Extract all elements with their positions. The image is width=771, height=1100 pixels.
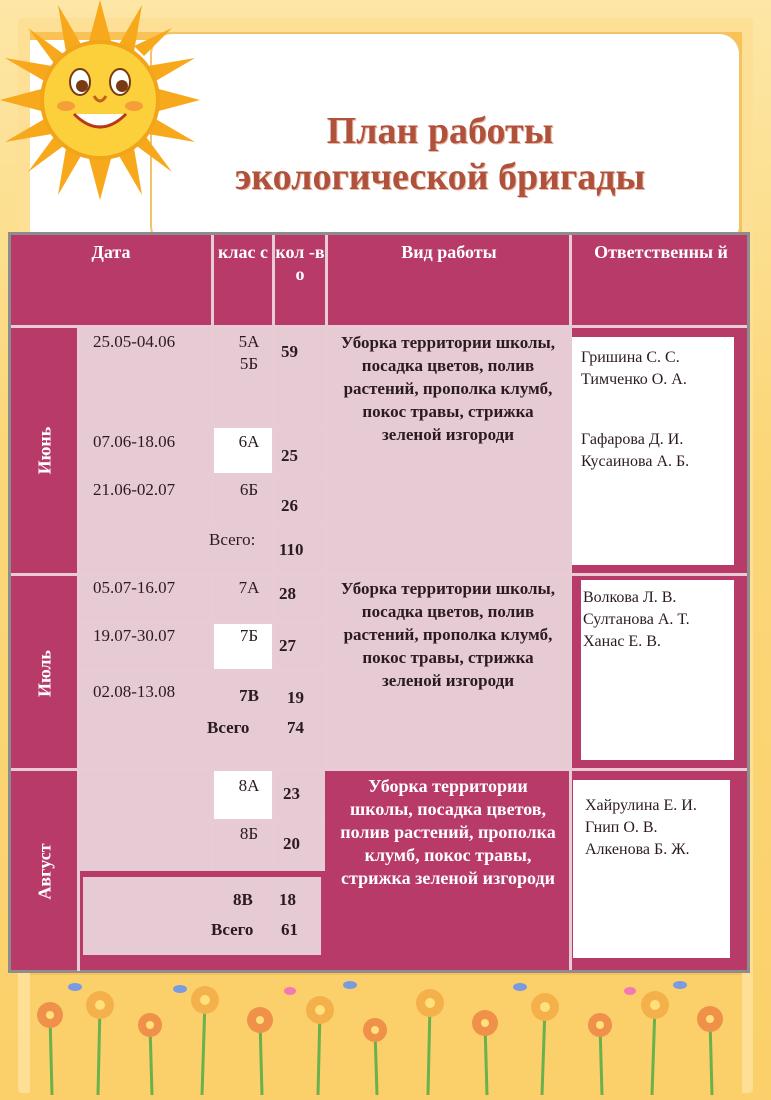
august-total-label: Всего (211, 920, 254, 939)
col-divider (77, 576, 80, 768)
august-row3-count: 18 (279, 890, 296, 909)
july-responsible-3: Ханас Е. В. (583, 633, 661, 650)
august-row1-count: 23 (283, 784, 300, 803)
title-line-1: План работы (326, 110, 554, 152)
june-total-label: Всего: (209, 530, 256, 549)
july-row2-count: 27 (279, 636, 296, 655)
june-row1-date: 25.05-04.06 (93, 332, 176, 351)
august-responsible-3: Алкенова Б. Ж. (585, 841, 690, 858)
august-row3-class: 8В (233, 890, 253, 909)
june-responsible-4: Кусаинова А. Б. (581, 453, 690, 470)
july-row1-count: 28 (279, 584, 296, 603)
work-plan-table (8, 232, 750, 973)
col-divider (211, 576, 214, 669)
header-count: кол -во (275, 242, 325, 284)
col-divider (211, 328, 214, 523)
july-row1-date: 05.07-16.07 (93, 578, 176, 597)
july-row3-date: 02.08-13.08 (93, 682, 176, 701)
col-divider (211, 771, 214, 871)
header-divider (569, 235, 572, 327)
month-july: Июль (34, 650, 55, 697)
july-total-label: Всего (207, 718, 250, 737)
col-divider (77, 771, 80, 971)
june-responsible-2: Тимченко О. А. (581, 371, 687, 388)
june-row2-count: 25 (281, 446, 298, 465)
header-responsible: Ответственны й (594, 242, 728, 262)
header-divider (211, 235, 214, 327)
june-total: 110 (279, 540, 304, 559)
august-row1-class: 8А (238, 776, 260, 795)
flower-border (30, 975, 742, 1095)
header-class: клас с (218, 242, 268, 262)
july-row2-class: 7Б (239, 626, 259, 645)
header-work: Вид работы (401, 242, 497, 262)
header-divider (272, 235, 275, 327)
header-date: Дата (91, 242, 131, 262)
july-total: 74 (287, 718, 304, 737)
july-work: Уборка территории школы, посадка цветов, полив растений, прополка клумб, покос травы, стрижка зеленой изгороди (340, 579, 556, 690)
august-responsible-2: Гнип О. В. (585, 819, 658, 836)
august-responsible-1: Хайрулина Е. И. (585, 797, 697, 814)
row-divider (80, 523, 325, 526)
june-work: Уборка территории школы, посадка цветов, полив растений, прополка клумб, покос травы, стрижка зеленой изгороди (340, 333, 556, 444)
title-line-2: экологической бригады (234, 156, 646, 198)
row-divider (80, 425, 325, 428)
header-divider (325, 235, 328, 327)
june-row2-class: 6А (238, 432, 260, 451)
august-row2-count: 20 (283, 834, 300, 853)
col-divider (77, 328, 80, 573)
july-row2-date: 19.07-30.07 (93, 626, 176, 645)
june-row3-class: 6Б (239, 480, 259, 499)
july-responsible-2: Султанова А. Т. (583, 611, 690, 628)
july-row3-count: 19 (287, 688, 304, 707)
june-row1-class: 5А 5Б (238, 332, 260, 373)
june-row3-count: 26 (281, 496, 298, 515)
july-row3-class: 7В (239, 686, 259, 705)
page-title (160, 108, 720, 200)
col-divider (272, 328, 275, 573)
august-work: Уборка территории школы, посадка цветов, полив растений, прополка клумб, покос травы, стрижка зеленой изгороди (340, 776, 556, 888)
col-divider (272, 576, 275, 669)
august-total: 61 (281, 920, 298, 939)
june-row1-count: 59 (281, 342, 298, 361)
july-row1-class: 7А (238, 578, 260, 597)
month-august: Август (34, 843, 55, 900)
june-row2-date: 07.06-18.06 (93, 432, 176, 451)
col-divider (272, 771, 275, 871)
col-divider (569, 328, 572, 970)
june-responsible-3: Гафарова Д. И. (581, 431, 684, 448)
june-row3-date: 21.06-02.07 (93, 480, 176, 499)
row-divider (80, 473, 325, 476)
june-responsible-1: Гришина С. С. (581, 349, 680, 366)
august-row2-class: 8Б (239, 824, 259, 843)
july-responsible-1: Волкова Л. В. (583, 589, 677, 606)
flowers-illustration (30, 975, 742, 1095)
month-june: Июнь (34, 426, 55, 475)
row-divider (80, 819, 325, 822)
col-divider (325, 576, 328, 768)
col-divider (325, 328, 328, 573)
row-divider (80, 621, 325, 624)
row-divider (80, 669, 325, 672)
